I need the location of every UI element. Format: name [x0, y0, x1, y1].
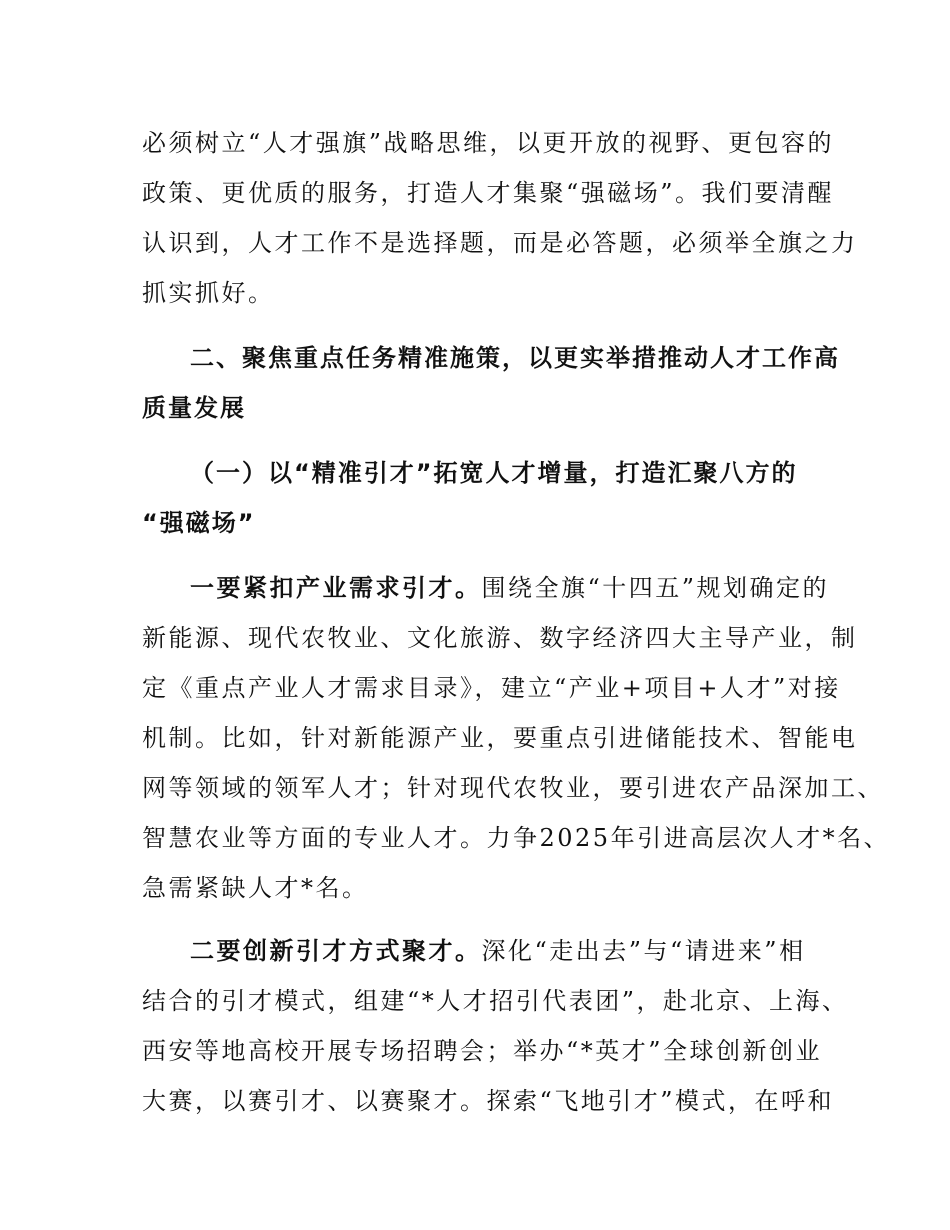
- body-text-line: 新能源、现代农牧业、文化旅游、数字经济四大主导产业，制: [142, 624, 858, 652]
- body-text-line: [190, 563, 829, 613]
- body-text-span: 围绕全旗“十四五”规划确定的: [481, 574, 830, 602]
- paragraph-lead: 一要紧扣产业需求引才。: [190, 574, 482, 602]
- body-text-line: 机制。比如，针对新能源产业，要重点引进储能技术、智能电: [142, 724, 858, 752]
- body-text-line: 抓实抓好。: [142, 279, 275, 307]
- body-text-line: 网等领域的领军人才；针对现代农牧业，要引进农产品深加工、: [142, 774, 884, 802]
- body-text-line: 政策、更优质的服务，打造人才集聚“强磁场”。我们要清醒: [142, 179, 835, 207]
- body-text-line: 结合的引才模式，组建“*人才招引代表团”，赴北京、上海、: [142, 987, 849, 1015]
- body-text-line: 智慧农业等方面的专业人才。力争2025年引进高层次人才*名、: [142, 824, 891, 852]
- body-text-line: 急需紧缺人才*名。: [142, 874, 369, 902]
- body-text-line: 大赛，以赛引才、以赛聚才。探索“飞地引才”模式，在呼和: [142, 1087, 835, 1115]
- paragraph-lead: 二要创新引才方式聚才。: [190, 937, 482, 965]
- subsection-heading: （一）以“精准引才”拓宽人才增量，打造汇聚八方的: [190, 459, 798, 487]
- body-text-line: [190, 926, 806, 976]
- body-text-line: 必须树立“人才强旗”战略思维，以更开放的视野、更包容的: [142, 129, 835, 157]
- body-text-line: 西安等地高校开展专场招聘会；举办“*英才”全球创新创业: [142, 1037, 823, 1065]
- section-heading: 二、聚焦重点任务精准施策，以更实举措推动人才工作高: [190, 344, 840, 372]
- body-text-span: 深化“走出去”与“请进来”相: [481, 937, 806, 965]
- body-text-line: 认识到，人才工作不是选择题，而是必答题，必须举全旗之力: [142, 229, 858, 257]
- subsection-heading: “强磁场”: [142, 509, 256, 537]
- section-heading: 质量发展: [142, 394, 246, 422]
- body-text-line: 定《重点产业人才需求目录》，建立“产业+项目+人才”对接: [142, 674, 841, 702]
